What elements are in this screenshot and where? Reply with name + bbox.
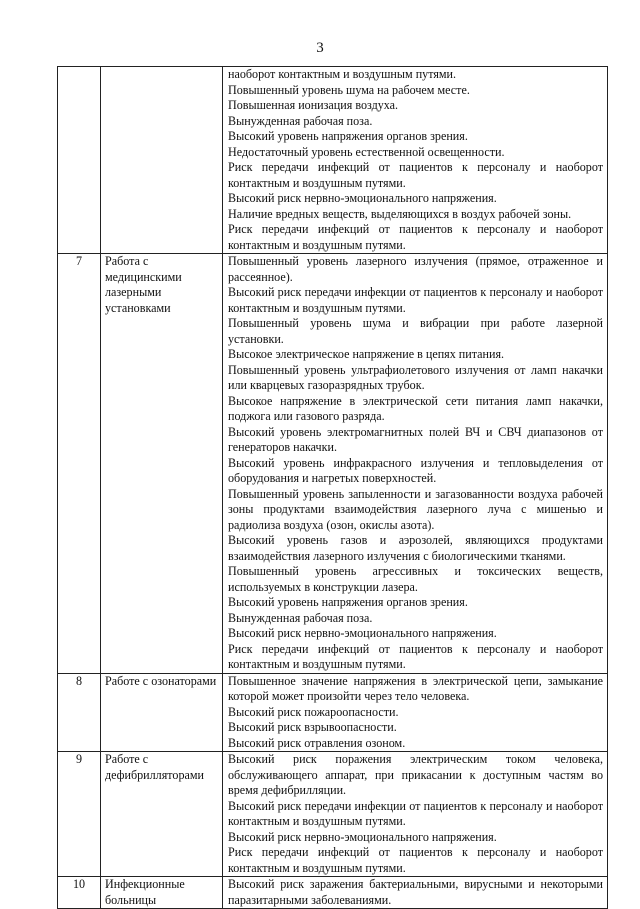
table-row (58, 67, 608, 254)
risk-item: Вынужденная рабочая поза. (228, 610, 373, 625)
risk-item: Недостаточный уровень естественной освещенности. (228, 144, 505, 159)
risk-item: Высокий риск взрывоопасности. (228, 720, 397, 734)
risks-cell (223, 673, 608, 752)
risk-item: Вынужденная рабочая поза. (228, 113, 373, 128)
activity-cell: Работе с озонаторами (101, 673, 223, 752)
page-number: 3 (316, 40, 324, 56)
risk-item: Высокий уровень напряжения органов зрения. (228, 595, 468, 609)
risk-item: Риск передачи инфекций от пациентов к персоналу и наоборот контактным и воздушным путями. (228, 160, 603, 190)
risk-item: Повышенный уровень ультрафиолетового излучения от ламп накачки или кварцевых газоразрядных трубок. (228, 362, 603, 392)
risk-item: Высокий риск нервно-эмоционального напряжения. (228, 829, 497, 844)
risk-item: Повышенный уровень шума на рабочем месте. (228, 82, 470, 97)
row-number (58, 67, 101, 254)
table-row (58, 877, 608, 909)
activity-cell: Работа с медицинскими лазерными установками (101, 254, 223, 674)
risk-item: Высокий риск передачи инфекции от пациентов к персоналу и наоборот контактным и воздушным путями. (228, 285, 603, 315)
risk-item: Риск передачи инфекций от пациентов к персоналу и наоборот контактным и воздушным путями. (228, 845, 603, 875)
row-number: 10 (58, 877, 101, 909)
activity-cell: Инфекционные больницы (101, 877, 223, 909)
risk-item: Высокий риск пожароопасности. (228, 704, 399, 719)
row-number: 7 (58, 254, 101, 674)
risk-item: Высокий риск нервно-эмоционального напряжения. (228, 191, 497, 205)
risk-item: Повышенный уровень шума и вибрации при работе лазерной установки. (228, 316, 603, 346)
risk-item: Высокий уровень газов и аэрозолей, являющихся продуктами взаимодействия лазерного излучения с биологическими тканями. (228, 533, 603, 563)
risks-cell (223, 877, 608, 909)
risk-item: Риск передачи инфекций от пациентов к персоналу и наоборот контактным и воздушным путями. (228, 641, 603, 671)
risk-item: Высокий уровень электромагнитных полей ВЧ и СВЧ диапазонов от генераторов накачки. (228, 424, 603, 454)
risk-item: Наличие вредных веществ, выделяющихся в воздух рабочей зоны. (228, 206, 572, 221)
activity-cell: Работе с дефибрилляторами (101, 752, 223, 877)
risk-item: Повышенный уровень лазерного излучения (прямое, отраженное и рассеянное). (228, 254, 603, 284)
risk-item: Высокий риск отравления озоном. (228, 735, 406, 750)
risk-item: Высокий уровень напряжения органов зрения. (228, 129, 468, 143)
risk-item: Повышенный уровень агрессивных и токсических веществ, используемых в конструкции лазера. (228, 564, 603, 594)
risk-item: Высокий риск передачи инфекции от пациентов к персоналу и наоборот контактным и воздушным путями. (228, 798, 603, 828)
table-row (58, 673, 608, 752)
risk-item: Риск передачи инфекций от пациентов к персоналу и наоборот контактным и воздушным путями. (228, 222, 603, 252)
risk-item: Высокий риск нервно-эмоционального напряжения. (228, 626, 497, 640)
risk-item: Повышенное значение напряжения в электрической цепи, замыкание которой может произойти через тело человека. (228, 673, 603, 703)
hazards-table (57, 66, 608, 909)
risk-item: наоборот контактным и воздушным путями. (228, 67, 457, 81)
risk-item: Высокий риск заражения бактериальными, вирусными и некоторыми паразитарными заболеваниями. (228, 877, 603, 907)
row-number: 9 (58, 752, 101, 877)
risk-item: Высокое электрическое напряжение в цепях питания. (228, 347, 505, 361)
risk-item: Повышенный уровень запыленности и загазованности воздуха рабочей зоны продуктами взаимодействия лазерного луча с мишенью и радиолиза воздуха (озон, окислы азота). (228, 486, 603, 532)
risks-cell (223, 752, 608, 877)
table-row (58, 752, 608, 877)
risks-cell (223, 254, 608, 674)
risk-item: Высокий риск поражения электрическим током человека, обслуживающего аппарат, при прикасании к доступным частям во время дефибрилляции. (228, 752, 603, 797)
risk-item: Высокое напряжение в электрической сети питания ламп накачки, поджога или газового разряда. (228, 393, 603, 423)
risk-item: Повышенная ионизация воздуха. (228, 98, 399, 112)
risk-item: Высокий уровень инфракрасного излучения и тепловыделения от оборудования и нагретых поверхностей. (228, 455, 603, 485)
risks-cell (223, 67, 608, 254)
activity-cell (101, 67, 223, 254)
table-row (58, 254, 608, 674)
row-number: 8 (58, 673, 101, 752)
